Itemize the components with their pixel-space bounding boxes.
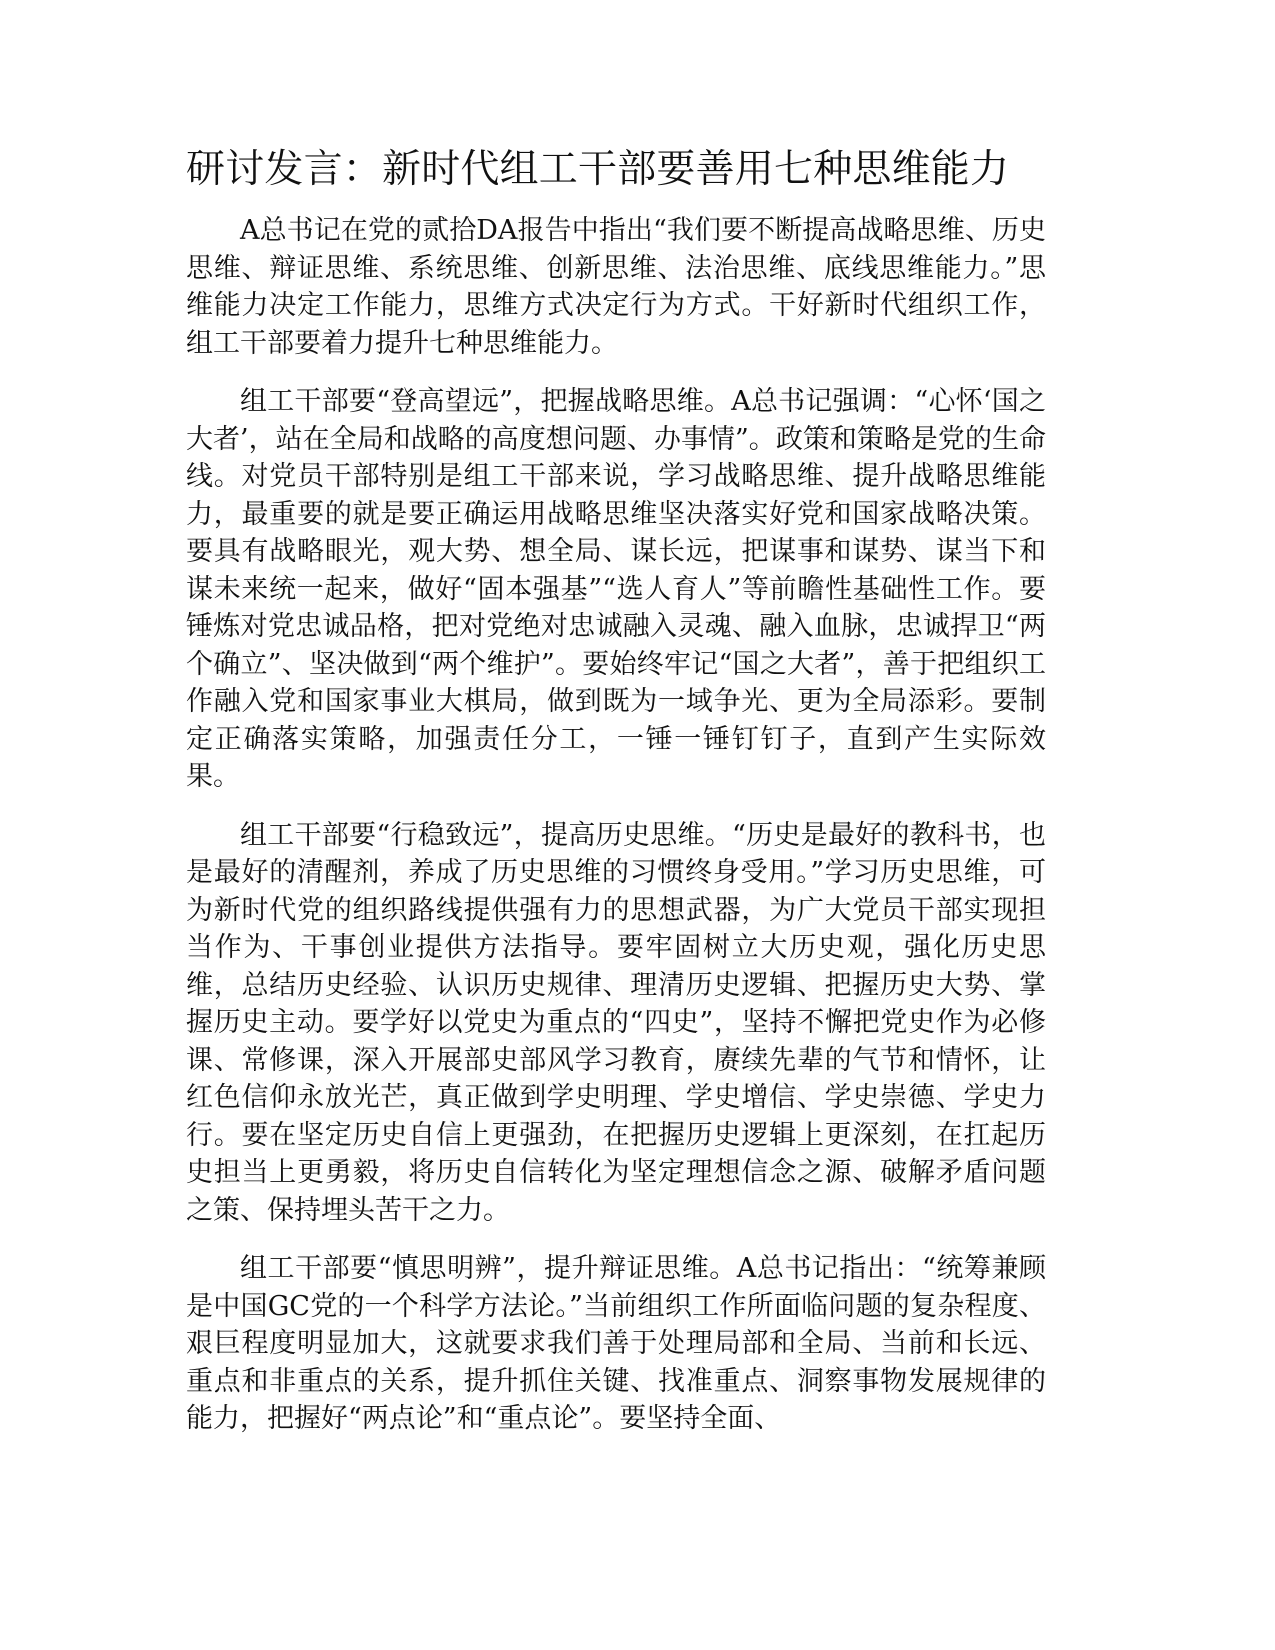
paragraph-strategic-thinking: 组工干部要“登高望远”，把握战略思维。A总书记强调：“心怀‘国之大者’，站在全局和战略的高度想问题、办事情”。政策和策略是党的生命线。对党员干部特别是组工干部来说，学习战略思维、提升战略思维能力，最重要的就是要正确运用战略思维坚决落实好党和国家战略决策。要具有战略眼光，观大势、想全局、谋长远，把谋事和谋势、谋当下和谋未来统一起来，做好“固本强基”“选人育人”等前瞻性基础性工作。要锤炼对党忠诚品格，把对党绝对忠诚融入灵魂、融入血脉，忠诚捍卫“两个确立”、坚决做到“两个维护”。要始终牢记“国之大者”，善于把组织工作融入党和国家事业大棋局，做到既为一域争光、更为全局添彩。要制定正确落实策略，加强责任分工，一锤一锤钉钉子，直到产生实际效果。 <box>186 386 1046 792</box>
document-body <box>186 140 1046 1459</box>
paragraph-intro: A总书记在党的贰拾DA报告中指出“我们要不断提高战略思维、历史思维、辩证思维、系统思维、创新思维、法治思维、底线思维能力。”思维能力决定工作能力，思维方式决定行为方式。干好新时代组织工作，组工干部要着力提升七种思维能力。 <box>186 215 1046 359</box>
document-title: 研讨发言：新时代组工干部要善用七种思维能力 <box>186 147 1010 192</box>
paragraph-dialectical-thinking: 组工干部要“慎思明辨”，提升辩证思维。A总书记指出：“统筹兼顾是中国GC党的一个科学方法论。”当前组织工作所面临问题的复杂程度、艰巨程度明显加大，这就要求我们善于处理局部和全局、当前和长远、重点和非重点的关系，提升抓住关键、找准重点、洞察事物发展规律的能力，把握好“两点论”和“重点论”。要坚持全面、 <box>186 1253 1046 1434</box>
paragraph-historical-thinking: 组工干部要“行稳致远”，提高历史思维。“历史是最好的教科书，也是最好的清醒剂，养成了历史思维的习惯终身受用。”学习历史思维，可为新时代党的组织路线提供强有力的思想武器，为广大党员干部实现担当作为、干事创业提供方法指导。要牢固树立大历史观，强化历史思维，总结历史经验、认识历史规律、理清历史逻辑、把握历史大势、掌握历史主动。要学好以党史为重点的“四史”，坚持不懈把党史作为必修课、常修课，深入开展部史部风学习教育，赓续先辈的气节和情怀，让红色信仰永放光芒，真正做到学史明理、学史增信、学史崇德、学史力行。要在坚定历史自信上更强劲，在把握历史逻辑上更深刻，在扛起历史担当上更勇毅，将历史自信转化为坚定理想信念之源、破解矛盾问题之策、保持埋头苦干之力。 <box>186 819 1046 1226</box>
